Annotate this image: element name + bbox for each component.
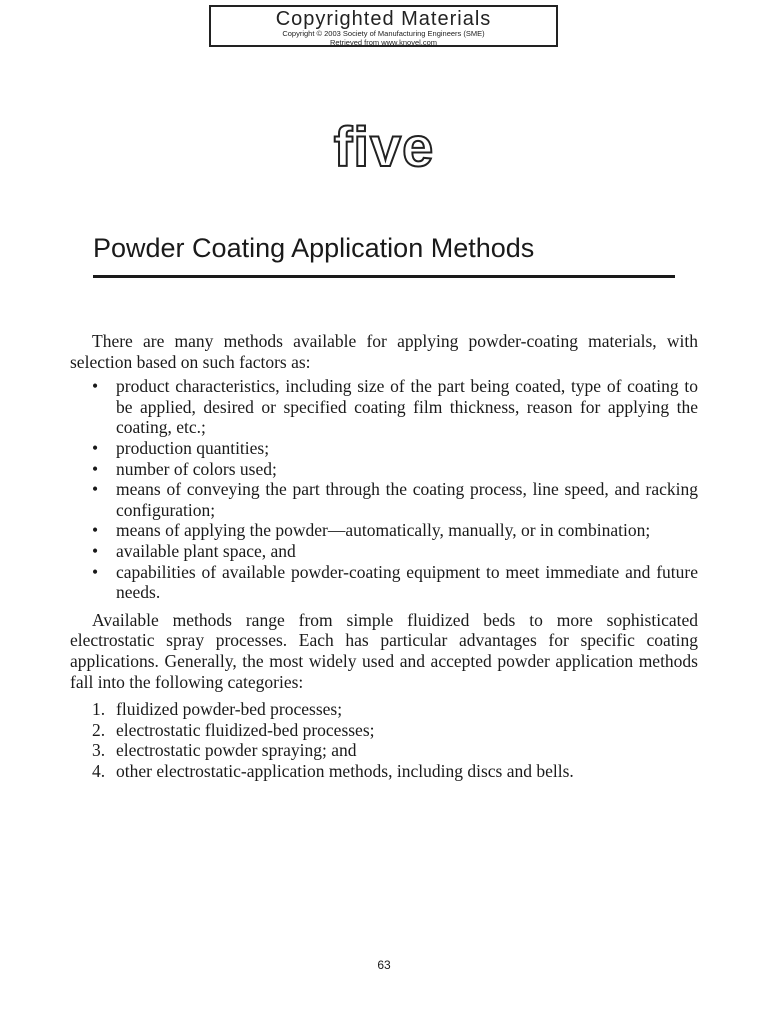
- list-number: 4.: [92, 760, 106, 781]
- chapter-title: Powder Coating Application Methods: [93, 233, 535, 263]
- list-item: 3. electrostatic powder spraying; and: [92, 740, 357, 761]
- list-number: 2.: [92, 719, 106, 740]
- list-item: • product characteristics, including size of the part being coated, type of coating to be applied, desired or specified coating film thickness, reason for applying the coating, etc.;: [92, 376, 698, 438]
- copyright-stamp: [209, 5, 558, 47]
- bullet-icon: •: [92, 479, 99, 500]
- list-item: 1. fluidized powder-bed processes;: [92, 699, 343, 720]
- list-item: • available plant space, and: [92, 540, 296, 561]
- list-number: 1.: [92, 699, 106, 720]
- factor-list: [70, 376, 698, 603]
- list-number: 3.: [92, 740, 106, 761]
- intro-paragraph: There are many methods available for applying powder-coating materials, with selection based on such factors as:: [70, 331, 698, 372]
- list-item: 4. other electrostatic-application methods, including discs and bells.: [92, 760, 574, 781]
- title-rule: [93, 275, 675, 278]
- bullet-icon: •: [92, 520, 99, 541]
- list-item: 2. electrostatic fluidized-bed processes;: [92, 719, 375, 740]
- stamp-title: Copyrighted Materials: [275, 8, 492, 30]
- bullet-icon: •: [92, 540, 99, 561]
- list-item: • means of conveying the part through the coating process, line speed, and racking configuration;: [92, 479, 698, 520]
- bullet-icon: •: [92, 376, 99, 397]
- bullet-icon: •: [92, 561, 99, 582]
- bullet-icon: •: [92, 437, 99, 458]
- page-number: 63: [377, 958, 391, 972]
- bullet-icon: •: [92, 458, 99, 479]
- category-list: [70, 699, 698, 781]
- list-item: • capabilities of available powder-coating equipment to meet immediate and future needs.: [92, 561, 698, 603]
- list-item: • production quantities;: [92, 437, 270, 458]
- stamp-copyright-line: Copyright © 2003 Society of Manufacturing Engineers (SME): [282, 29, 485, 38]
- body-text: [70, 331, 698, 781]
- chapter-number: five: [333, 115, 435, 178]
- methods-paragraph: Available methods range from simple fluidized beds to more sophisticated electrostatic spray processes. Each has particular advantages for specific coating applications. Generally, the most widely used and accepted powder application methods fall into the following categories:: [70, 609, 698, 692]
- stamp-source-line: Retrieved from www.knovel.com: [329, 37, 438, 47]
- list-item: • number of colors used;: [92, 458, 277, 479]
- list-item: • means of applying the powder—automatically, manually, or in combination;: [92, 520, 651, 541]
